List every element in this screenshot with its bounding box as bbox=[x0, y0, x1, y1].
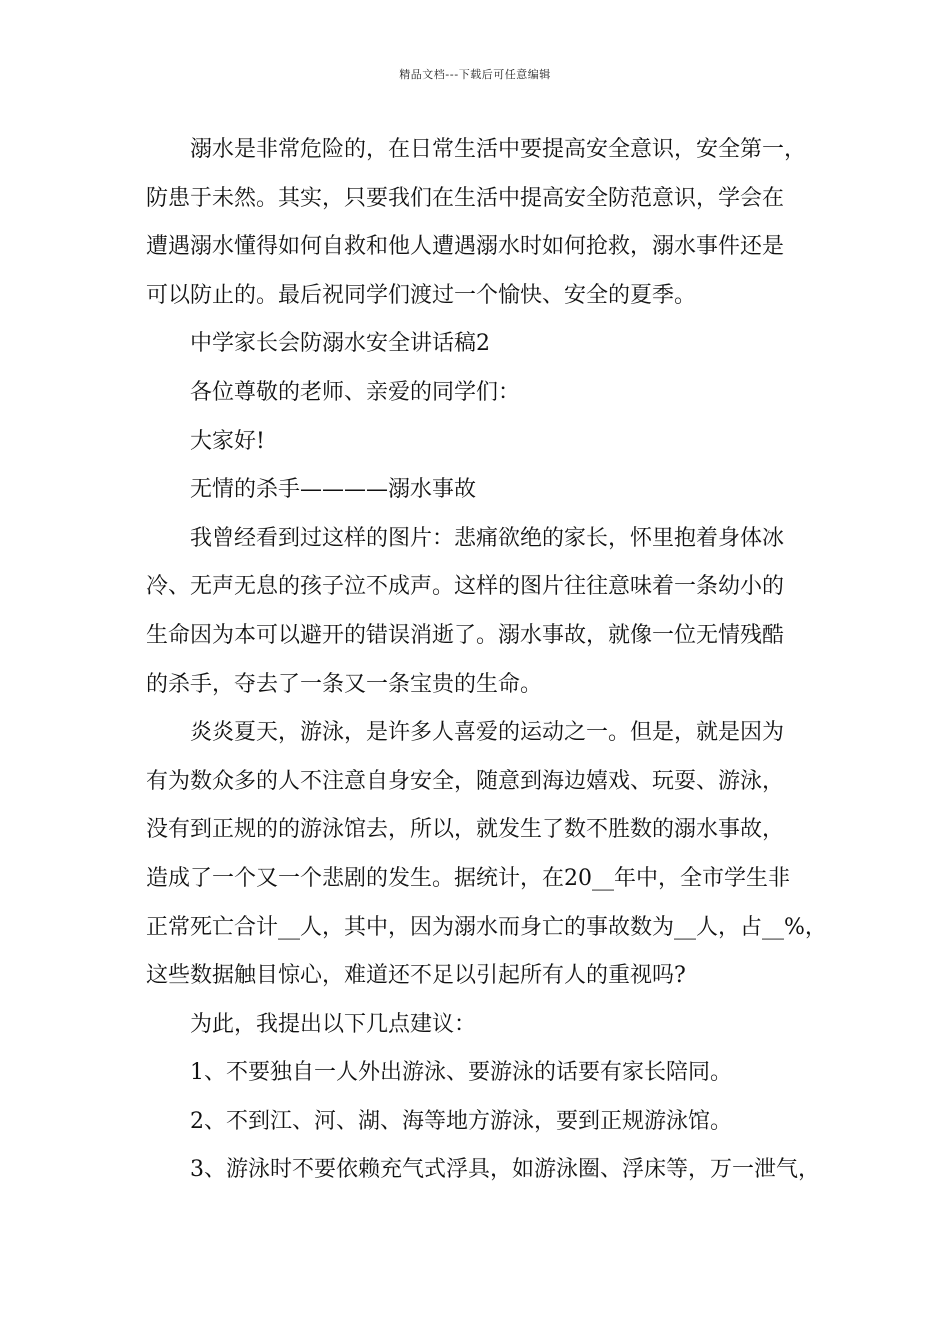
greeting: 大家好! bbox=[190, 428, 265, 454]
document-body bbox=[146, 126, 836, 1195]
list-item: 3、游泳时不要依赖充气式浮具，如游泳圈、浮床等，万一泄气， bbox=[190, 1157, 820, 1183]
text-line: 遭遇溺水懂得如何自救和他人遭遇溺水时如何抢救，溺水事件还是 bbox=[146, 234, 785, 260]
subtitle: 无情的杀手————溺水事故 bbox=[190, 477, 477, 503]
salutation: 各位尊敬的老师、亲爱的同学们： bbox=[190, 379, 521, 405]
text-line: 的杀手，夺去了一条又一条宝贵的生命。 bbox=[146, 671, 543, 697]
list-item: 2、不到江、河、湖、海等地方游泳，要到正规游泳馆。 bbox=[190, 1108, 732, 1134]
list-item: 1、不要独自一人外出游泳、要游泳的话要有家长陪同。 bbox=[190, 1060, 732, 1086]
text-line: 溺水是非常危险的，在日常生活中要提高安全意识，安全第一， bbox=[190, 137, 807, 162]
text-line: 防患于未然。其实，只要我们在生活中提高安全防范意识，学会在 bbox=[146, 185, 785, 211]
page-header: 精品文档---下载后可任意编辑 bbox=[399, 68, 551, 81]
text-line: 造成了一个又一个悲剧的发生。据统计，在20__年中，全市学生非 bbox=[146, 865, 790, 891]
section-title: 中学家长会防溺水安全讲话稿2 bbox=[190, 331, 490, 357]
text-line: 我曾经看到过这样的图片：悲痛欲绝的家长，怀里抱着身体冰 bbox=[190, 525, 785, 551]
text-line: 没有到正规的的游泳馆去，所以，就发生了数不胜数的溺水事故， bbox=[146, 817, 785, 843]
text-line: 为此，我提出以下几点建议： bbox=[190, 1011, 477, 1037]
text-line: 冷、无声无息的孩子泣不成声。这样的图片往往意味着一条幼小的 bbox=[146, 574, 785, 600]
text-line: 这些数据触目惊心，难道还不足以引起所有人的重视吗? bbox=[146, 963, 686, 989]
text-line: 可以防止的。最后祝同学们渡过一个愉快、安全的夏季。 bbox=[146, 282, 697, 308]
text-line: 正常死亡合计__人，其中，因为溺水而身亡的事故数为__人，占__%， bbox=[146, 914, 827, 940]
text-line: 有为数众多的人不注意自身安全，随意到海边嬉戏、玩耍、游泳， bbox=[146, 768, 785, 794]
text-line: 生命因为本可以避开的错误消逝了。溺水事故，就像一位无情残酷 bbox=[146, 622, 785, 648]
text-line: 炎炎夏天，游泳，是许多人喜爱的运动之一。但是，就是因为 bbox=[190, 720, 785, 746]
